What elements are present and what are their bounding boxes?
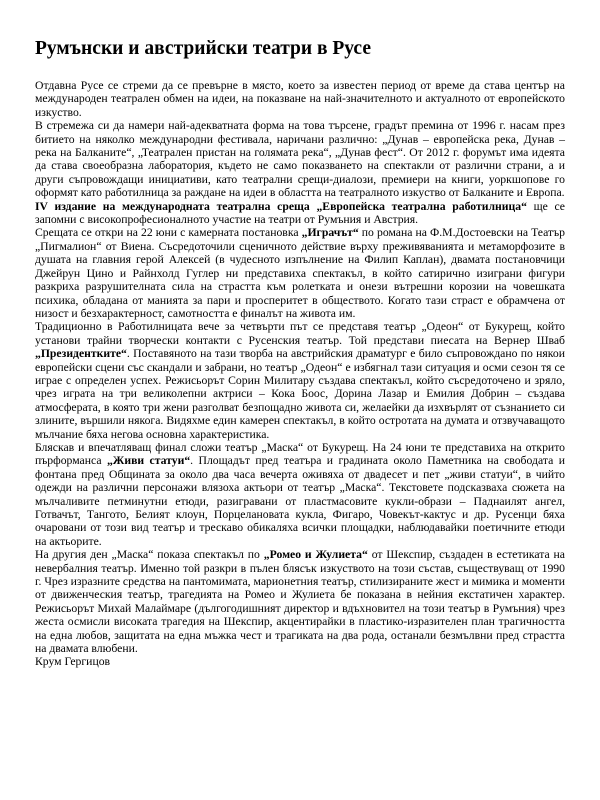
edition-heading: IV издание на международната театрална среща „Европейска театрална работилница“ xyxy=(35,199,527,213)
paragraph-romeo-juliet xyxy=(35,548,565,655)
play-title-zhivi-statui: „Живи статуи“ xyxy=(106,454,191,468)
text-run: Традиционно в Работилницата вече за четвърти път се представя театър „Одеон“ от Букурещ, който установи трайни творчески контакти с Русенския театър. Той представи пиесата на Вернер Шваб xyxy=(35,320,565,347)
text-run: . Площадът пред театъра и градината около Паметника на свободата и фонтана пред Общината за около два часа вечерта оживяха от двадесет и пет „живи статуи“, в чийто одежди на различни персонажи влязоха актьори от театър „Маска“. Текстовете подсказваха сюжета на мълчаливите петминутни етюди, разигравани от пластмасовите кукли-образи – Паднаилят ангел, Готвачът, Тангото, Белият клоун, Порцелановата кукла, Фигаро, Човекът-кактус и др. Русенци бяха очаровани от този вид театър и трескаво обикаляха всички площадки, наблюдавайки поетичните етюди на актьорите. xyxy=(35,454,565,548)
play-title-romeo-juliet: „Ромео и Жулиета“ xyxy=(263,548,368,562)
edition-text: ще се запомни с високопрофесионалното участие на театри от Румъния и Австрия. xyxy=(35,199,565,227)
paragraph-prezidentkite xyxy=(35,320,565,441)
article xyxy=(35,38,565,669)
author-signature: Крум Гергицов xyxy=(35,655,111,669)
text-run: На другия ден „Маска“ показа спектакъл по xyxy=(35,548,264,562)
text-run: Срещата се откри на 22 юни с камерната постановка xyxy=(35,226,302,240)
play-title-prezidentkite: „Президентките“ xyxy=(35,347,127,361)
paragraph-history: В стремежа си да намери най-адекватната форма на това търсене, градът премина от 1996 г. насам през битието на няколко международни фестивала, наричани различно: „Дунав – европейска река, Дунав – река на Балканите“, „Театрален пристан на голямата река“, „Дунав фест“. От 2012 г. форумът има идеята да става своеобразна лаборатория, където не само показването на спектакли от различни страни, а и други съпровождащи инициативи, като театрални срещи-диалози, премиери на книги, уоркшопове го оформят като работилница за раждане на идеи в областта на театралното изкуство от Балканите и Европа. xyxy=(35,119,565,200)
paragraph-edition xyxy=(35,200,565,227)
article-title: Румънски и австрийски театри в Русе xyxy=(35,38,371,59)
text-run: Бляскав и впечатляващ финал сложи театър „Маска“ от Букурещ. На 24 юни те представиха на открито пърформанса xyxy=(35,440,565,468)
text-run: по романа на Ф.М.Достоевски на Театър „Пигмалион“ от Виена. Съсредоточили сценичното действие върху преживяванията и метаморфозите в душата на главния герой Алексей (в чудесното изпълнение на Филип Каплан), двамата постановчици Джейрун Цино и Райнхолд Гуглер ни представиха спектакъл, в който сатирично изиграни фигури разкриха разрушителната сила на страстта към ролетката и онези вътрешни корозии на човешката психика, обладана от манията за пари и просперитет в обществото. Когато тази страст е обрамчена от низост и безхарактерност, самотността е финалът на живота им. xyxy=(35,226,566,320)
text-run: от Шекспир, създаден в естетиката на невербалния театър. Именно той разкри в пълен блясък изкуството на този състав, съществуващ от 1990 г. Чрез изразните средства на пантомимата, марионетния театър, стилизираните жест и мимика и моменти от движенческия театър, трагедията на Ромео и Жулиета бе показана в нейния екстатичен характер. Режисьорът Михай Малаймаре (дългогодишният директор и вдъхновител на този театър в Румъния) чрез жеста осмисли високата трагедия на Шекспир, акцентирайки в пластико-изразителен план трагичността на една любов, защитата на една мъжка чест и трагиката на два рода, останали безмълвни пред страстта на двамата влюбени. xyxy=(35,548,565,656)
paragraph-intro: Отдавна Русе се стреми да се превърне в място, което за известен период от време да става център на международен театрален обмен на идеи, на показване на най-значителното и актуалното от европейското изкуство. xyxy=(35,79,565,119)
play-title-igrachat: „Играчът“ xyxy=(301,226,359,240)
text-run: . Поставяното на тази творба на австрийския драматург е било съпровождано по някои европейски сцени със скандали и забрани, но театър „Одеон“ е избягнал тази ситуация и осми сезон тя се играе с определен успех. Режисьорът Сорин Милитару създава спектакъл, който съсредоточено и зряло, чрез играта на три великолепни актриси – Кока Боос, Дорина Лазар и Емилия Добрин – създава атмосферата, в която три жени разголват безпощадно живота си, желаейки да изхвърлят от съзнанието си злините, вършили някога. Видяхме един камерен спектакъл, в който остротата на думата и отзвучаващото мълчание бяха негова основна характеристика. xyxy=(35,347,565,441)
paragraph-igrachat xyxy=(35,226,565,320)
paragraph-zhivi-statui xyxy=(35,441,565,548)
